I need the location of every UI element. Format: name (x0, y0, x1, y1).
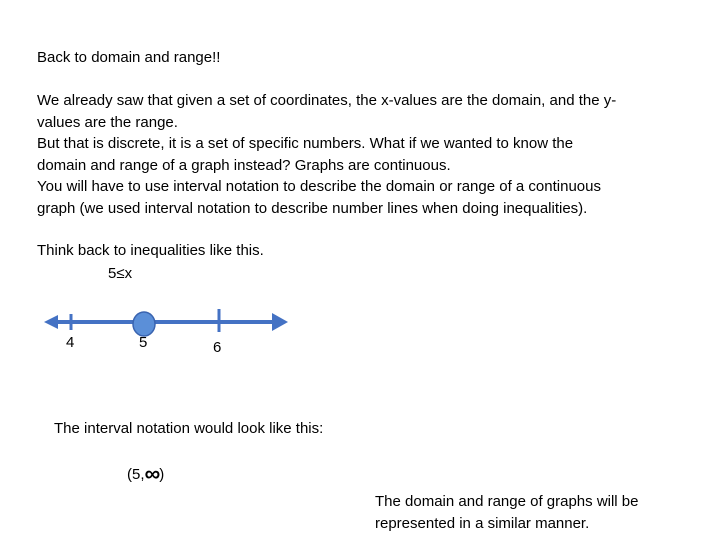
interval-notation (127, 461, 164, 486)
paragraph-line-5: You will have to use interval notation to describe the domain or range of a continuous (37, 178, 601, 195)
slide-title: Back to domain and range!! (37, 49, 221, 66)
tick-label-4: 4 (66, 334, 75, 351)
closing-text (375, 491, 639, 534)
paragraph-line-1: We already saw that given a set of coordinates, the x-values are the domain, and the y- (37, 92, 617, 109)
tick-label-5: 5 (139, 334, 148, 351)
interval-close: ) (159, 466, 165, 483)
closed-point-5 (133, 312, 155, 336)
paragraph-line-6: graph (we used interval notation to describe number lines when doing inequalities). (37, 199, 588, 217)
left-arrow-head (44, 315, 58, 329)
closing-line-2: represented in a similar manner. (375, 514, 590, 532)
paragraph-line-3: But that is discrete, it is a set of specific numbers. What if we wanted to know the (37, 135, 574, 152)
think-back-text: Think back to inequalities like this. (37, 242, 264, 259)
paragraph-line-2: values are the range. (37, 113, 178, 131)
tick-label-6: 6 (213, 339, 222, 356)
right-arrow-head (272, 313, 288, 331)
interval-open: (5, (127, 466, 145, 483)
inequality-expression: 5≤x (108, 265, 133, 282)
closing-line-1: The domain and range of graphs will be (375, 493, 639, 510)
infinity-symbol: ∞ (144, 461, 160, 486)
interval-intro-text: The interval notation would look like this: (54, 420, 324, 437)
paragraph-line-4: domain and range of a graph instead? Graphs are continuous. (37, 156, 451, 174)
